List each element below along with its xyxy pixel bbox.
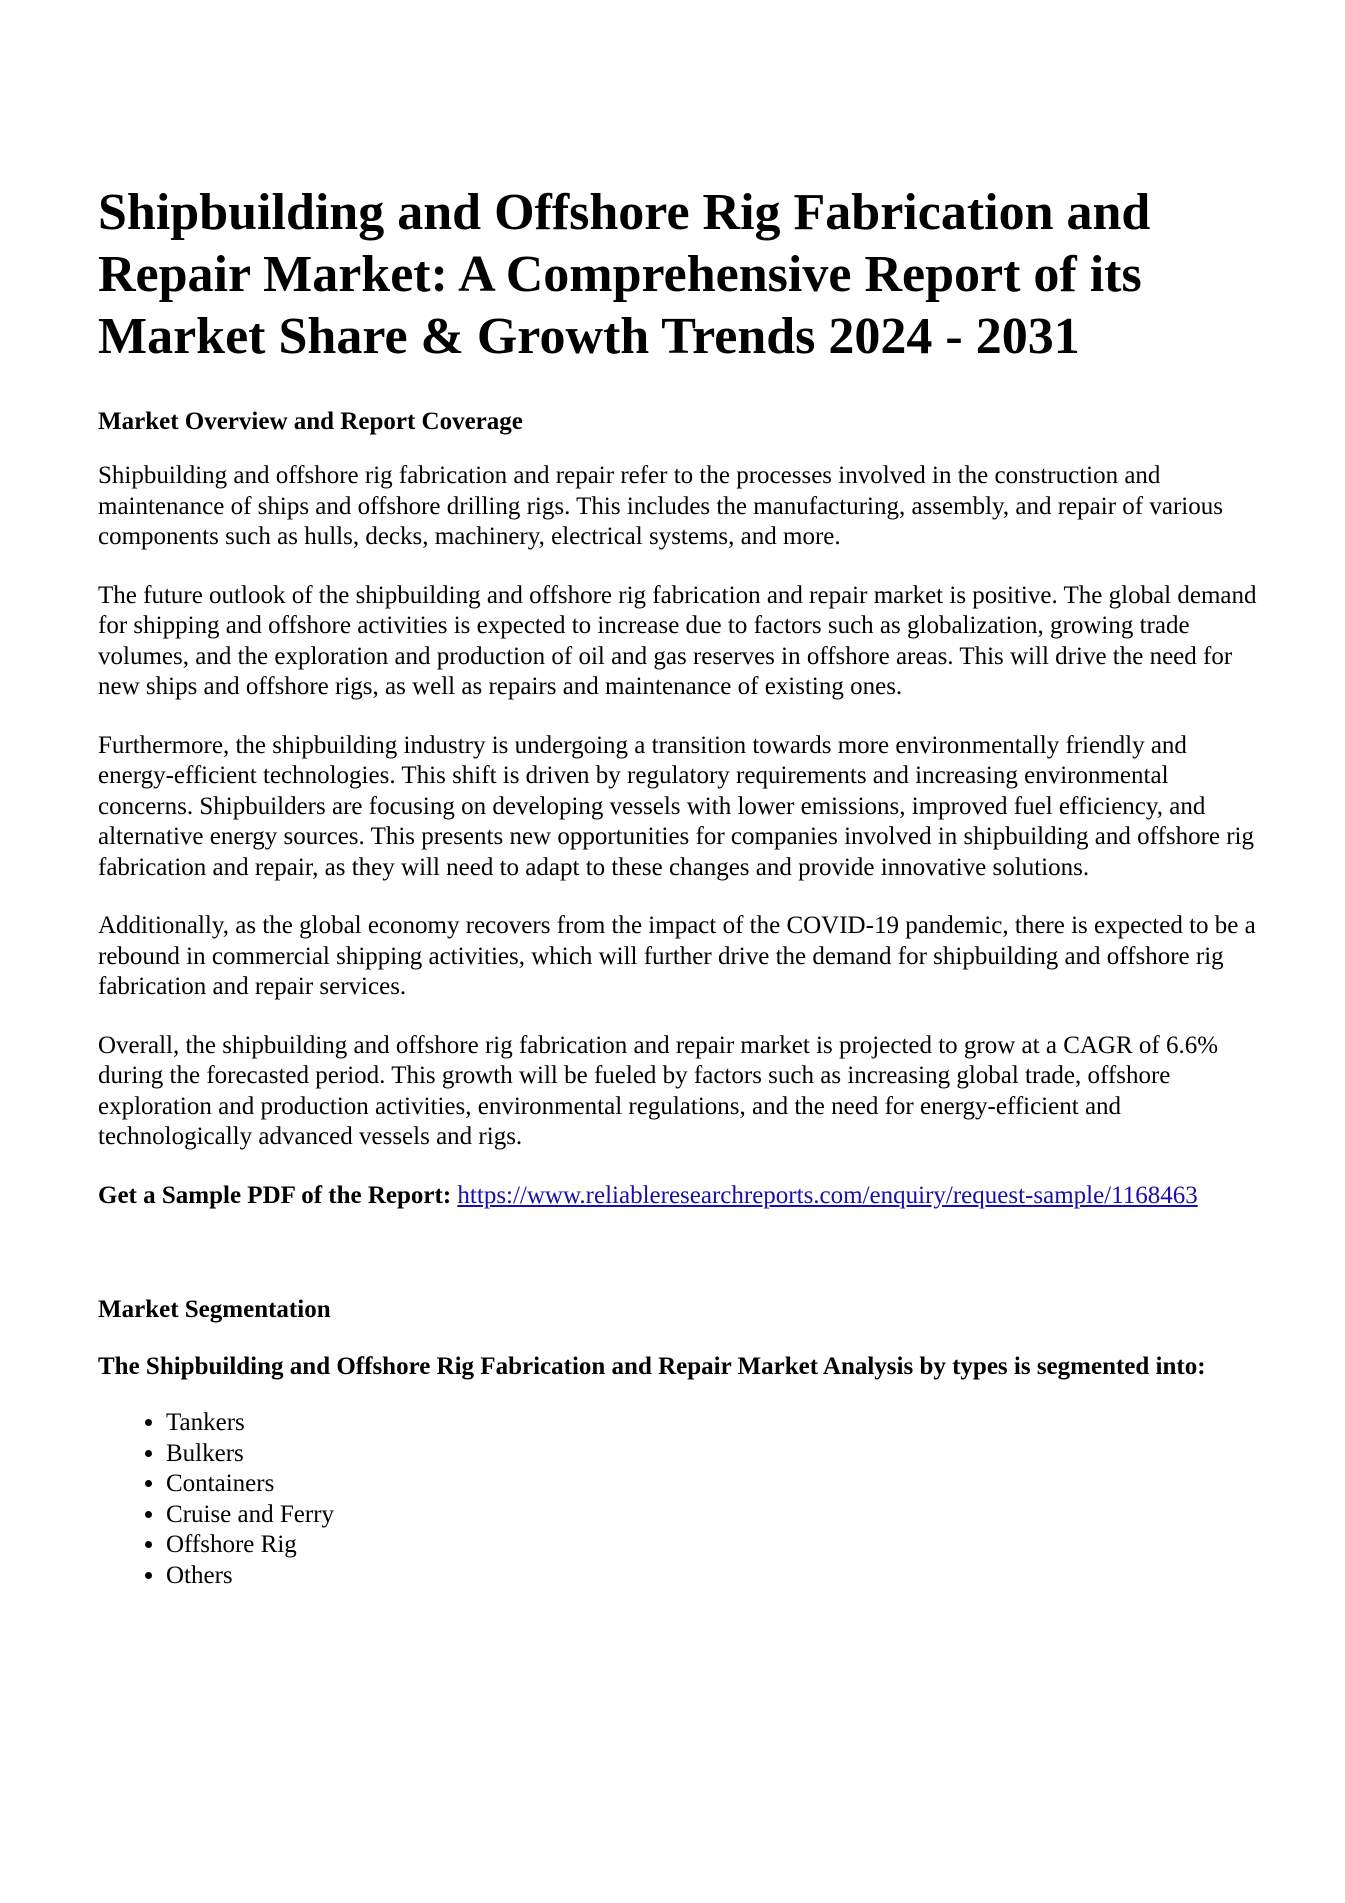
list-item: • Offshore Rig bbox=[166, 1530, 1258, 1561]
segmentation-heading: Market Segmentation bbox=[98, 1296, 331, 1323]
overview-paragraph-5: Overall, the shipbuilding and offshore rig fabrication and repair market is projected to grow at a CAGR of 6.6% during the forecasted period. This growth will be fueled by factors such as increasing global trade, offshore exploration and production activities, environmental regulations, and the need for energy-efficient and technologically advanced vessels and rigs. bbox=[98, 1031, 1219, 1150]
overview-paragraph-4: Additionally, as the global economy recovers from the impact of the COVID-19 pandemic, there is expected to be a rebound in commercial shipping activities, which will further drive the demand for shipbuilding and offshore rig fabrication and repair services. bbox=[98, 912, 1256, 1000]
types-heading: The Shipbuilding and Offshore Rig Fabrication and Repair Market Analysis by types is segmented into: bbox=[98, 1352, 1206, 1380]
overview-paragraph-3: Furthermore, the shipbuilding industry is undergoing a transition towards more environmentally friendly and energy-efficient technologies. This shift is driven by regulatory requirements and increasing environmental concerns. Shipbuilders are focusing on developing vessels with lower emissions, improved fuel efficiency, and alternative energy sources. This presents new opportunities for companies involved in shipbuilding and offshore rig fabrication and repair, as they will need to adapt to these changes and provide innovative solutions. bbox=[98, 731, 1255, 881]
overview-paragraph-1: Shipbuilding and offshore rig fabrication and repair refer to the processes involved in the construction and maintenance of ships and offshore drilling rigs. This includes the manufacturing, assembly, and repair of various components such as hulls, decks, machinery, electrical systems, and more. bbox=[98, 462, 1223, 550]
list-item: • Cruise and Ferry bbox=[166, 1500, 1258, 1531]
sample-pdf-line bbox=[98, 1181, 1258, 1212]
document-page bbox=[98, 182, 1258, 1591]
sample-pdf-link[interactable]: https://www.reliableresearchreports.com/enquiry/request-sample/1168463 bbox=[457, 1181, 1198, 1209]
page-title: Shipbuilding and Offshore Rig Fabrication and Repair Market: A Comprehensive Report of its Market Share & Growth Trends 2024 - 2031 bbox=[98, 184, 1151, 365]
section-spacer bbox=[98, 1211, 1258, 1295]
list-item: • Containers bbox=[166, 1469, 1258, 1500]
sample-pdf-label: Get a Sample PDF of the Report: bbox=[98, 1181, 452, 1209]
list-item: • Tankers bbox=[166, 1408, 1258, 1439]
overview-heading: Market Overview and Report Coverage bbox=[98, 408, 523, 435]
overview-paragraph-2: The future outlook of the shipbuilding and offshore rig fabrication and repair market is positive. The global demand for shipping and offshore activities is expected to increase due to factors such as globalization, growing trade volumes, and the exploration and production of oil and gas reserves in offshore areas. This will drive the need for new ships and offshore rigs, as well as repairs and maintenance of existing ones. bbox=[98, 581, 1257, 700]
list-item: • Others bbox=[166, 1561, 1258, 1592]
types-list bbox=[98, 1408, 1258, 1591]
list-item: • Bulkers bbox=[166, 1439, 1258, 1470]
